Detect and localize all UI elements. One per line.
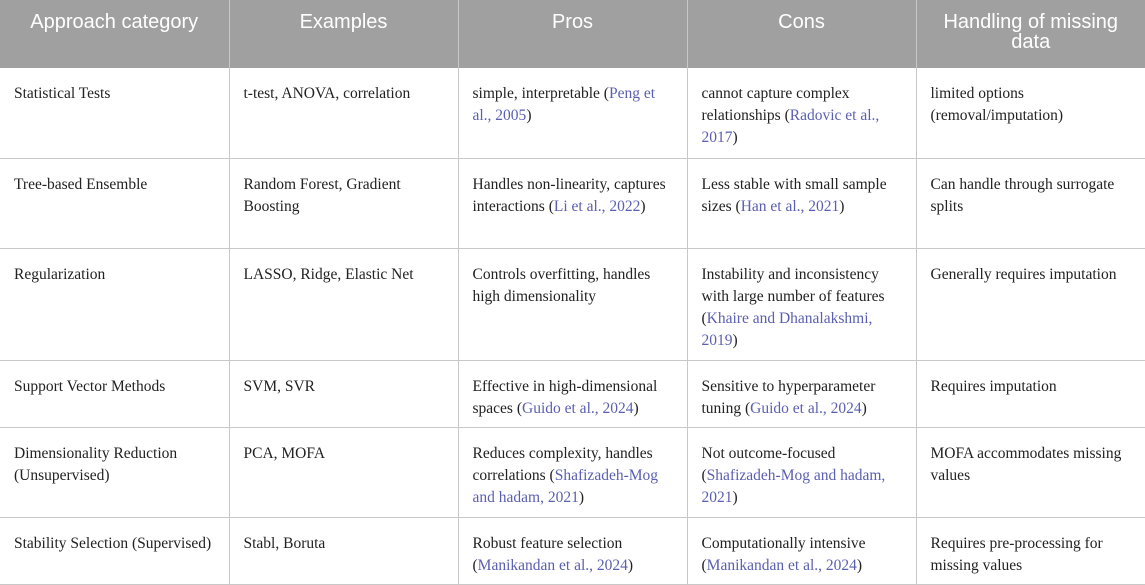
header-row bbox=[0, 0, 1145, 68]
cell-category: Regularization bbox=[0, 248, 229, 360]
citation-link[interactable]: Guido et al., 2024 bbox=[750, 399, 862, 417]
cell-text: cannot capture complex relationships bbox=[701, 85, 850, 124]
close-paren: ) bbox=[732, 331, 738, 349]
cell-text: Robust feature selection bbox=[472, 534, 623, 552]
header-cons: Cons bbox=[687, 0, 916, 68]
header-examples: Examples bbox=[229, 0, 458, 68]
cell-pros bbox=[458, 427, 687, 517]
cell-text: simple, interpretable bbox=[472, 85, 600, 102]
cell-text: Handles non-linearity, captures interactions bbox=[472, 175, 666, 215]
cell-text: Computationally intensive bbox=[701, 534, 866, 552]
cell-missing: Requires imputation bbox=[916, 360, 1145, 427]
header-missing-data: Handling of missing data bbox=[916, 0, 1145, 68]
citation-link[interactable]: Shafizadeh-Mog and hadam, 2021 bbox=[701, 466, 886, 506]
cell-cons bbox=[687, 427, 916, 517]
cell-examples: PCA, MOFA bbox=[229, 427, 458, 517]
cell-missing: MOFA accommodates missing values bbox=[916, 427, 1145, 517]
table-row bbox=[0, 248, 1145, 360]
cell-pros bbox=[458, 68, 687, 158]
close-paren: ) bbox=[526, 107, 532, 124]
open-paren: ( bbox=[472, 556, 478, 574]
cell-category: Dimensionality Reduction (Unsupervised) bbox=[0, 427, 229, 517]
cell-examples: SVM, SVR bbox=[229, 360, 458, 427]
cell-cons bbox=[687, 248, 916, 360]
open-paren: ( bbox=[516, 399, 522, 417]
cell-cons bbox=[687, 360, 916, 427]
citation-link[interactable]: Peng et al., 2005 bbox=[472, 85, 656, 124]
citation-link[interactable]: Han et al., 2021 bbox=[740, 197, 840, 215]
open-paren: ( bbox=[701, 466, 707, 484]
open-paren: ( bbox=[548, 197, 554, 215]
table-row bbox=[0, 427, 1145, 517]
open-paren: ( bbox=[735, 197, 741, 215]
cell-category: Support Vector Methods bbox=[0, 360, 229, 427]
cell-missing: Generally requires imputation bbox=[916, 248, 1145, 360]
close-paren: ) bbox=[856, 556, 863, 574]
citation-link[interactable]: Radovic et al., 2017 bbox=[701, 107, 880, 146]
cell-pros bbox=[458, 360, 687, 427]
cell-examples: Stabl, Boruta bbox=[229, 517, 458, 584]
cell-text: Reduces complexity, handles correlations bbox=[472, 444, 653, 484]
close-paren: ) bbox=[627, 556, 634, 574]
cell-pros bbox=[458, 517, 687, 584]
open-paren: ( bbox=[701, 556, 707, 574]
open-paren: ( bbox=[745, 399, 751, 417]
cell-examples: Random Forest, Gradient Boosting bbox=[229, 158, 458, 248]
citation-link[interactable]: Manikandan et al., 2024 bbox=[706, 556, 857, 574]
table-row bbox=[0, 360, 1145, 427]
header-approach-category: Approach category bbox=[0, 0, 229, 68]
cell-category: Stability Selection (Supervised) bbox=[0, 517, 229, 584]
citation-link[interactable]: Guido et al., 2024 bbox=[522, 399, 634, 417]
cell-cons bbox=[687, 68, 916, 158]
table-row bbox=[0, 158, 1145, 248]
cell-text: Effective in high-dimensional spaces bbox=[472, 377, 658, 417]
cell-text: Instability and inconsistency with large number of features bbox=[701, 265, 885, 305]
cell-text: Sensitive to hyperparameter tuning bbox=[701, 377, 876, 417]
cell-text: Less stable with small sample sizes bbox=[701, 175, 887, 215]
cell-text: Not outcome-focused bbox=[701, 444, 836, 462]
cell-pros bbox=[458, 248, 687, 360]
cell-category: Statistical Tests bbox=[0, 68, 229, 158]
citation-link[interactable]: Li et al., 2022 bbox=[553, 197, 641, 215]
open-paren: ( bbox=[784, 107, 790, 124]
cell-missing: limited options (removal/imputation) bbox=[916, 68, 1145, 158]
cell-cons bbox=[687, 158, 916, 248]
close-paren: ) bbox=[861, 399, 867, 417]
cell-missing: Requires pre-processing for missing values bbox=[916, 517, 1145, 584]
table-row bbox=[0, 517, 1145, 584]
citation-link[interactable]: Shafizadeh-Mog and hadam, 2021 bbox=[472, 466, 659, 506]
close-paren: ) bbox=[578, 488, 584, 506]
close-paren: ) bbox=[633, 399, 639, 417]
cell-examples: t-test, ANOVA, correlation bbox=[229, 68, 458, 158]
cell-pros bbox=[458, 158, 687, 248]
close-paren: ) bbox=[839, 197, 845, 215]
citation-link[interactable]: Manikandan et al., 2024 bbox=[477, 556, 628, 574]
cell-category: Tree-based Ensemble bbox=[0, 158, 229, 248]
close-paren: ) bbox=[640, 197, 646, 215]
open-paren: ( bbox=[603, 85, 609, 102]
header-pros: Pros bbox=[458, 0, 687, 68]
cell-text: Controls overfitting, handles high dimensionality bbox=[472, 265, 651, 305]
close-paren: ) bbox=[732, 129, 738, 146]
table-row bbox=[0, 68, 1145, 158]
open-paren: ( bbox=[549, 466, 555, 484]
cell-missing: Can handle through surrogate splits bbox=[916, 158, 1145, 248]
open-paren: ( bbox=[701, 309, 707, 327]
cell-examples: LASSO, Ridge, Elastic Net bbox=[229, 248, 458, 360]
cell-cons bbox=[687, 517, 916, 584]
close-paren: ) bbox=[732, 488, 738, 506]
citation-link[interactable]: Khaire and Dhanalakshmi, 2019 bbox=[701, 309, 873, 349]
